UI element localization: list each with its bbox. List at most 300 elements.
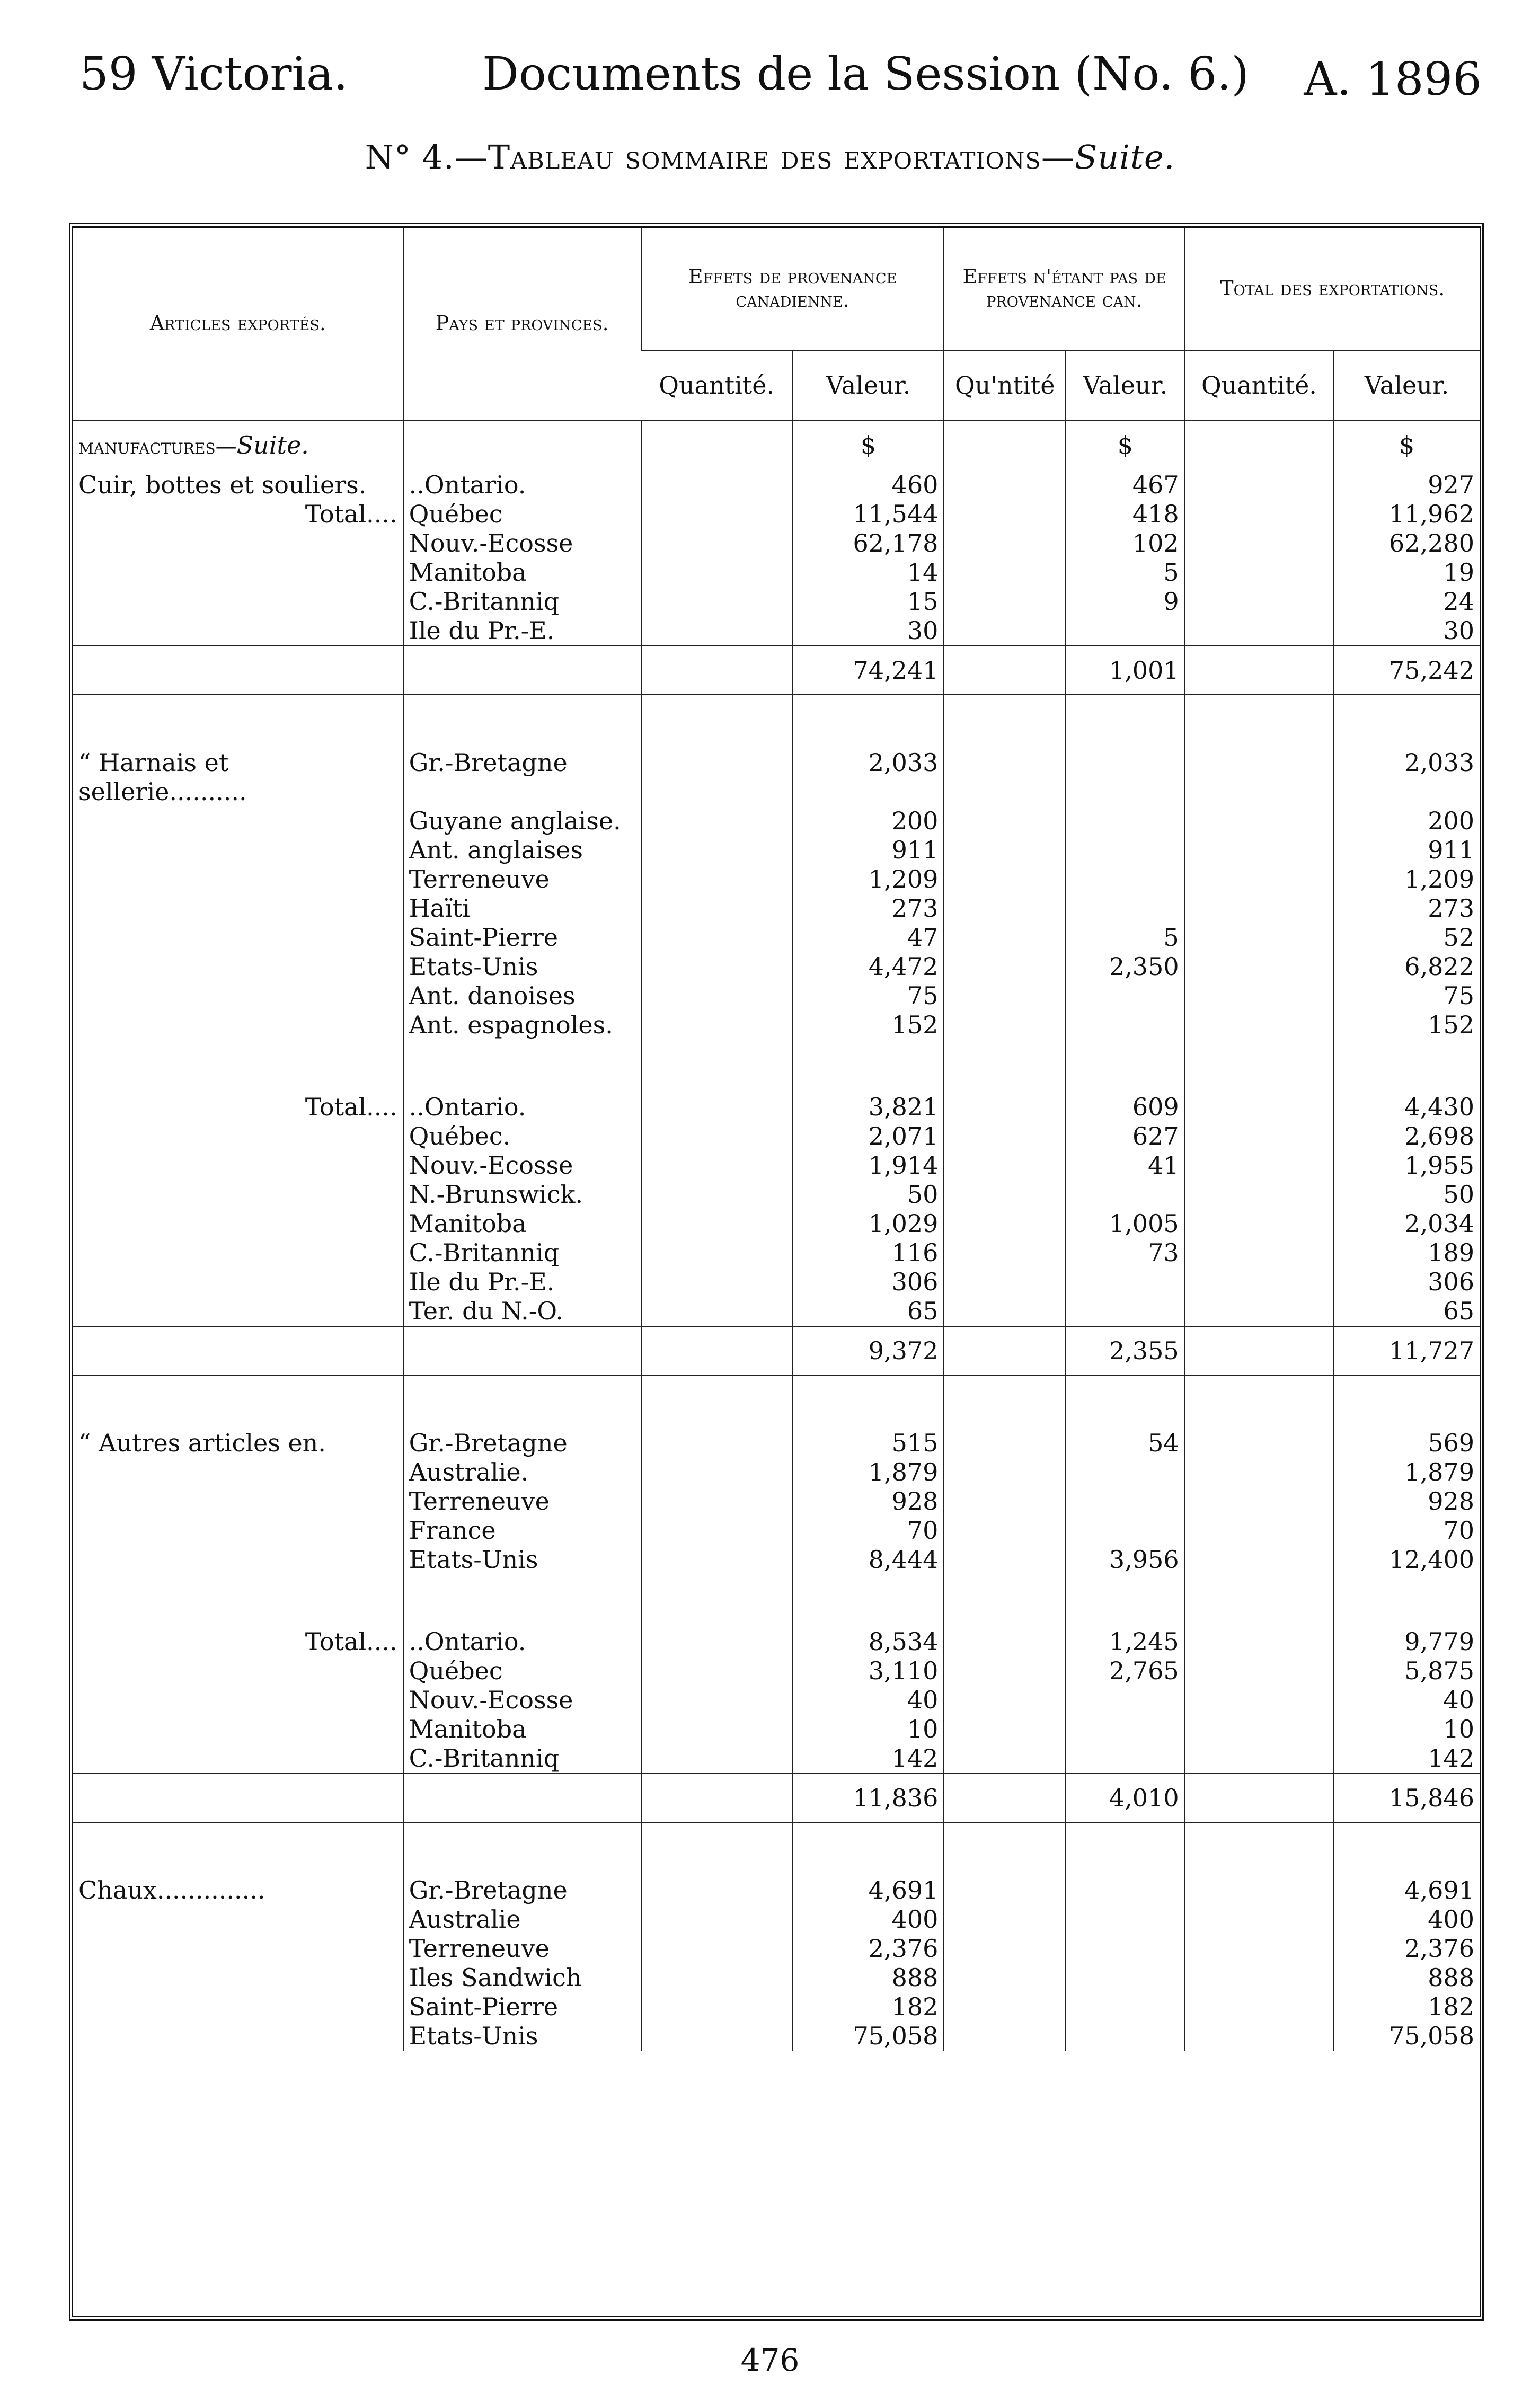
valeur-non-canadienne <box>1066 806 1185 836</box>
valeur-totale: 52 <box>1333 923 1480 952</box>
exports-table-frame <box>69 223 1484 2321</box>
quantite-cell <box>1185 1656 1334 1686</box>
article-label <box>73 1656 403 1686</box>
quantite-cell <box>944 894 1066 923</box>
valeur-canadienne: 4,472 <box>793 952 944 981</box>
sum-valeur-totale: 15,846 <box>1333 1774 1480 1822</box>
valeur-canadienne: 47 <box>793 923 944 952</box>
valeur-totale: 40 <box>1333 1686 1480 1715</box>
quantite-cell <box>641 1458 793 1487</box>
table-row <box>73 836 1480 865</box>
pays-cell: Québec <box>403 1656 641 1686</box>
quantite-cell <box>641 1429 793 1458</box>
table-row <box>73 1545 1480 1574</box>
quantite-cell <box>641 1011 793 1040</box>
quantite-cell <box>1185 500 1334 529</box>
valeur-canadienne: 3,821 <box>793 1093 944 1122</box>
quantite-cell <box>944 1268 1066 1297</box>
table-row <box>73 1686 1480 1715</box>
pays-cell: Terreneuve <box>403 1487 641 1516</box>
quantite-cell <box>944 529 1066 558</box>
quantite-cell <box>1185 1876 1334 1905</box>
quantite-cell <box>641 1238 793 1268</box>
valeur-non-canadienne: 5 <box>1066 558 1185 587</box>
valeur-non-canadienne <box>1066 748 1185 806</box>
quantite-cell <box>944 500 1066 529</box>
valeur-non-canadienne <box>1066 1011 1185 1040</box>
quantite-cell <box>641 616 793 646</box>
table-row <box>73 748 1480 806</box>
table-row <box>73 1429 1480 1458</box>
pays-cell: C.-Britanniq <box>403 587 641 616</box>
table-row <box>73 1905 1480 1934</box>
currency-symbol-2: $ <box>1066 421 1185 471</box>
article-label <box>73 1545 403 1574</box>
valeur-canadienne: 182 <box>793 1992 944 2022</box>
quantite-cell <box>1185 1238 1334 1268</box>
valeur-totale: 24 <box>1333 587 1480 616</box>
valeur-canadienne: 3,110 <box>793 1656 944 1686</box>
quantite-cell <box>944 1151 1066 1180</box>
pays-cell: C.-Britanniq <box>403 1238 641 1268</box>
valeur-non-canadienne <box>1066 1715 1185 1744</box>
quantite-cell <box>641 471 793 500</box>
pays-cell: Guyane anglaise. <box>403 806 641 836</box>
valeur-canadienne: 11,544 <box>793 500 944 529</box>
valeur-canadienne: 273 <box>793 894 944 923</box>
quantite-cell <box>944 1876 1066 1905</box>
valeur-canadienne: 928 <box>793 1487 944 1516</box>
quantite-cell <box>944 1011 1066 1040</box>
quantite-cell <box>1185 1297 1334 1326</box>
valeur-canadienne: 62,178 <box>793 529 944 558</box>
sum-valeur-non-canadienne: 1,001 <box>1066 646 1185 695</box>
quantite-cell <box>1185 529 1334 558</box>
valeur-non-canadienne <box>1066 894 1185 923</box>
quantite-cell <box>641 1545 793 1574</box>
pays-cell: Ant. danoises <box>403 981 641 1011</box>
quantite-cell <box>1185 1429 1334 1458</box>
article-label <box>73 923 403 952</box>
quantite-cell <box>944 1458 1066 1487</box>
quantite-cell <box>944 952 1066 981</box>
table-row <box>73 1268 1480 1297</box>
quantite-cell <box>1185 894 1334 923</box>
exports-table <box>73 228 1480 2051</box>
quantite-cell <box>1185 1268 1334 1297</box>
article-label <box>73 2022 403 2051</box>
valeur-totale: 927 <box>1333 471 1480 500</box>
pays-cell: Ile du Pr.-E. <box>403 616 641 646</box>
sum-valeur-non-canadienne: 4,010 <box>1066 1774 1185 1822</box>
pays-cell: Gr.-Bretagne <box>403 1876 641 1905</box>
pays-cell: Manitoba <box>403 1715 641 1744</box>
quantite-cell <box>944 2022 1066 2051</box>
section-header-row <box>73 421 1480 471</box>
pays-cell: Ile du Pr.-E. <box>403 1268 641 1297</box>
quantite-cell <box>1185 558 1334 587</box>
quantite-cell <box>1185 1627 1334 1656</box>
quantite-cell <box>1185 1209 1334 1238</box>
valeur-non-canadienne: 2,350 <box>1066 952 1185 981</box>
quantite-cell <box>641 587 793 616</box>
article-label <box>73 981 403 1011</box>
table-row <box>73 1093 1480 1122</box>
valeur-non-canadienne <box>1066 1905 1185 1934</box>
valeur-totale: 888 <box>1333 1963 1480 1992</box>
table-body <box>73 421 1480 2051</box>
table-row <box>73 952 1480 981</box>
quantite-cell <box>1185 1093 1334 1122</box>
valeur-canadienne: 116 <box>793 1238 944 1268</box>
sum-valeur-canadienne: 9,372 <box>793 1326 944 1375</box>
group-spacer <box>73 1574 1480 1627</box>
valeur-non-canadienne <box>1066 981 1185 1011</box>
quantite-cell <box>944 1487 1066 1516</box>
quantite-cell <box>1185 1122 1334 1151</box>
valeur-totale: 2,698 <box>1333 1122 1480 1151</box>
valeur-canadienne: 460 <box>793 471 944 500</box>
group-spacer <box>73 1375 1480 1429</box>
article-label <box>73 1516 403 1545</box>
quantite-cell <box>641 748 793 806</box>
valeur-canadienne: 400 <box>793 1905 944 1934</box>
valeur-non-canadienne <box>1066 836 1185 865</box>
quantite-cell <box>1185 865 1334 894</box>
quantite-cell <box>1185 806 1334 836</box>
table-title <box>0 138 1540 176</box>
table-row <box>73 1934 1480 1963</box>
valeur-totale: 273 <box>1333 894 1480 923</box>
valeur-canadienne: 2,033 <box>793 748 944 806</box>
quantite-cell <box>641 1656 793 1686</box>
valeur-totale: 10 <box>1333 1715 1480 1744</box>
quantite-cell <box>641 1297 793 1326</box>
table-row <box>73 1122 1480 1151</box>
valeur-totale: 4,430 <box>1333 1093 1480 1122</box>
table-row <box>73 529 1480 558</box>
quantite-cell <box>641 1093 793 1122</box>
col-valeur-3: Valeur. <box>1333 350 1480 421</box>
valeur-non-canadienne: 54 <box>1066 1429 1185 1458</box>
col-quantite-2: Qu'ntité <box>944 350 1066 421</box>
valeur-non-canadienne: 9 <box>1066 587 1185 616</box>
pays-cell: Manitoba <box>403 1209 641 1238</box>
table-row <box>73 1011 1480 1040</box>
valeur-non-canadienne <box>1066 1487 1185 1516</box>
valeur-totale: 11,962 <box>1333 500 1480 529</box>
table-title-text: Tableau sommaire des exportations— <box>488 138 1075 176</box>
valeur-canadienne: 1,914 <box>793 1151 944 1180</box>
valeur-totale: 1,879 <box>1333 1458 1480 1487</box>
quantite-cell <box>641 836 793 865</box>
valeur-canadienne: 1,029 <box>793 1209 944 1238</box>
quantite-cell <box>641 558 793 587</box>
pays-cell: ..Ontario. <box>403 471 641 500</box>
valeur-non-canadienne: 5 <box>1066 923 1185 952</box>
valeur-totale: 1,209 <box>1333 865 1480 894</box>
article-label <box>73 1122 403 1151</box>
valeur-totale: 2,033 <box>1333 748 1480 806</box>
pays-cell: Nouv.-Ecosse <box>403 1151 641 1180</box>
valeur-non-canadienne <box>1066 1934 1185 1963</box>
valeur-totale: 19 <box>1333 558 1480 587</box>
valeur-totale: 4,691 <box>1333 1876 1480 1905</box>
table-row <box>73 923 1480 952</box>
article-label <box>73 1297 403 1326</box>
article-label <box>73 1963 403 1992</box>
quantite-cell <box>1185 981 1334 1011</box>
valeur-non-canadienne: 467 <box>1066 471 1185 500</box>
valeur-canadienne: 306 <box>793 1268 944 1297</box>
article-label <box>73 1992 403 2022</box>
currency-symbol-3: $ <box>1333 421 1480 471</box>
valeur-totale: 911 <box>1333 836 1480 865</box>
pays-cell: Haïti <box>403 894 641 923</box>
table-row <box>73 471 1480 500</box>
pays-cell: Etats-Unis <box>403 1545 641 1574</box>
valeur-totale: 928 <box>1333 1487 1480 1516</box>
article-label <box>73 894 403 923</box>
quantite-cell <box>1185 1934 1334 1963</box>
quantite-cell <box>944 616 1066 646</box>
pays-cell: Iles Sandwich <box>403 1963 641 1992</box>
valeur-canadienne: 911 <box>793 836 944 865</box>
valeur-totale: 152 <box>1333 1011 1480 1040</box>
quantite-cell <box>1185 1180 1334 1209</box>
quantite-cell <box>944 558 1066 587</box>
group-spacer <box>73 1822 1480 1876</box>
quantite-cell <box>641 1122 793 1151</box>
page-header <box>79 48 1482 111</box>
quantite-cell <box>944 587 1066 616</box>
quantite-cell <box>944 923 1066 952</box>
quantite-cell <box>944 1963 1066 1992</box>
quantite-cell <box>641 981 793 1011</box>
valeur-non-canadienne <box>1066 2022 1185 2051</box>
pays-cell: Ter. du N.-O. <box>403 1297 641 1326</box>
quantite-cell <box>1185 2022 1334 2051</box>
session-year: 59 Victoria. <box>79 48 348 101</box>
valeur-non-canadienne: 1,005 <box>1066 1209 1185 1238</box>
valeur-non-canadienne <box>1066 1268 1185 1297</box>
quantite-cell <box>944 1297 1066 1326</box>
article-label <box>73 1715 403 1744</box>
quantite-cell <box>1185 952 1334 981</box>
quantite-cell <box>1185 748 1334 806</box>
quantite-cell <box>641 894 793 923</box>
quantite-cell <box>1185 1744 1334 1774</box>
article-label <box>73 616 403 646</box>
valeur-canadienne: 142 <box>793 1744 944 1774</box>
article-label <box>73 1268 403 1297</box>
quantite-cell <box>944 1905 1066 1934</box>
valeur-canadienne: 8,444 <box>793 1545 944 1574</box>
table-row <box>73 1209 1480 1238</box>
pays-cell: Québec <box>403 500 641 529</box>
document-title: Documents de la Session (No. 6.) <box>482 48 1249 101</box>
table-row <box>73 1151 1480 1180</box>
pays-cell: Ant. anglaises <box>403 836 641 865</box>
article-label: “ Harnais et sellerie.......... <box>78 748 247 806</box>
quantite-cell <box>641 865 793 894</box>
valeur-non-canadienne <box>1066 1744 1185 1774</box>
valeur-non-canadienne <box>1066 1516 1185 1545</box>
col-group-canadienne: Effets de provenance canadienne. <box>641 228 944 350</box>
quantite-cell <box>944 1744 1066 1774</box>
quantite-cell <box>1185 1487 1334 1516</box>
pays-cell: N.-Brunswick. <box>403 1180 641 1209</box>
quantite-cell <box>944 1093 1066 1122</box>
article-label: Chaux.............. <box>78 1876 265 1904</box>
article-label <box>73 1744 403 1774</box>
valeur-totale: 65 <box>1333 1297 1480 1326</box>
quantite-cell <box>1185 1715 1334 1744</box>
table-title-suffix: Suite. <box>1074 138 1175 176</box>
pays-cell: Nouv.-Ecosse <box>403 1686 641 1715</box>
quantite-cell <box>641 952 793 981</box>
col-group-total: Total des exportations. <box>1185 228 1480 350</box>
valeur-totale: 189 <box>1333 1238 1480 1268</box>
valeur-canadienne: 200 <box>793 806 944 836</box>
quantite-cell <box>641 1268 793 1297</box>
quantite-cell <box>1185 1905 1334 1934</box>
sum-valeur-totale: 11,727 <box>1333 1326 1480 1375</box>
article-label: Total.... <box>305 1627 397 1656</box>
quantite-cell <box>641 1627 793 1656</box>
table-row <box>73 1297 1480 1326</box>
quantite-cell <box>944 1545 1066 1574</box>
sum-row <box>73 1774 1480 1822</box>
pays-cell: Gr.-Bretagne <box>403 748 641 806</box>
article-label <box>73 1209 403 1238</box>
quantite-cell <box>641 1905 793 1934</box>
quantite-cell <box>641 806 793 836</box>
valeur-non-canadienne: 41 <box>1066 1151 1185 1180</box>
valeur-canadienne: 40 <box>793 1686 944 1715</box>
pays-cell: Etats-Unis <box>403 952 641 981</box>
valeur-totale: 6,822 <box>1333 952 1480 981</box>
article-label: Total.... <box>305 1093 397 1121</box>
table-row <box>73 587 1480 616</box>
col-quantite-3: Quantité. <box>1185 350 1334 421</box>
quantite-cell <box>641 1744 793 1774</box>
article-label <box>73 587 403 616</box>
valeur-totale: 200 <box>1333 806 1480 836</box>
quantite-cell <box>1185 1458 1334 1487</box>
table-row <box>73 616 1480 646</box>
currency-symbol-1: $ <box>793 421 944 471</box>
valeur-totale: 2,034 <box>1333 1209 1480 1238</box>
valeur-canadienne: 65 <box>793 1297 944 1326</box>
section-name: manufactures—Suite. <box>78 431 309 459</box>
pays-cell: Nouv.-Ecosse <box>403 529 641 558</box>
valeur-canadienne: 2,376 <box>793 1934 944 1963</box>
valeur-canadienne: 1,879 <box>793 1458 944 1487</box>
table-row <box>73 1458 1480 1487</box>
table-number: N° 4.— <box>365 138 488 176</box>
article-label: “ Autres articles en. <box>78 1429 326 1457</box>
pays-cell: Etats-Unis <box>403 2022 641 2051</box>
quantite-cell <box>944 1686 1066 1715</box>
valeur-totale: 9,779 <box>1333 1627 1480 1656</box>
pays-cell: Australie <box>403 1905 641 1934</box>
quantite-cell <box>944 1209 1066 1238</box>
col-pays: Pays et provinces. <box>403 228 641 421</box>
pays-cell: Ant. espagnoles. <box>403 1011 641 1040</box>
table-row <box>73 1963 1480 1992</box>
article-label <box>73 1487 403 1516</box>
col-group-non-canadienne: Effets n'étant pas de provenance can. <box>944 228 1184 350</box>
pays-cell: ..Ontario. <box>403 1627 641 1656</box>
valeur-totale: 2,376 <box>1333 1934 1480 1963</box>
valeur-canadienne: 888 <box>793 1963 944 1992</box>
quantite-cell <box>641 923 793 952</box>
quantite-cell <box>944 806 1066 836</box>
sum-row <box>73 646 1480 695</box>
page-number: 476 <box>740 2342 800 2378</box>
valeur-totale: 12,400 <box>1333 1545 1480 1574</box>
quantite-cell <box>944 1180 1066 1209</box>
pays-cell: ..Ontario. <box>403 1093 641 1122</box>
quantite-cell <box>944 1715 1066 1744</box>
quantite-cell <box>641 1487 793 1516</box>
quantite-cell <box>641 1876 793 1905</box>
col-quantite-1: Quantité. <box>641 350 793 421</box>
col-valeur-2: Valeur. <box>1066 350 1185 421</box>
table-row <box>73 1627 1480 1656</box>
article-label <box>73 1934 403 1963</box>
quantite-cell <box>641 1516 793 1545</box>
pays-cell: France <box>403 1516 641 1545</box>
quantite-cell <box>1185 1516 1334 1545</box>
quantite-cell <box>1185 471 1334 500</box>
article-label <box>73 952 403 981</box>
valeur-non-canadienne: 73 <box>1066 1238 1185 1268</box>
quantite-cell <box>641 1686 793 1715</box>
valeur-canadienne: 515 <box>793 1429 944 1458</box>
valeur-non-canadienne <box>1066 1297 1185 1326</box>
valeur-non-canadienne <box>1066 1458 1185 1487</box>
valeur-canadienne: 1,209 <box>793 865 944 894</box>
valeur-totale: 30 <box>1333 616 1480 646</box>
valeur-totale: 75 <box>1333 981 1480 1011</box>
quantite-cell <box>944 1516 1066 1545</box>
table-row <box>73 1744 1480 1774</box>
quantite-cell <box>1185 836 1334 865</box>
article-label <box>73 1238 403 1268</box>
pays-cell: Terreneuve <box>403 1934 641 1963</box>
table-row <box>73 1876 1480 1905</box>
pays-cell: Saint-Pierre <box>403 1992 641 2022</box>
valeur-non-canadienne <box>1066 1180 1185 1209</box>
quantite-cell <box>1185 616 1334 646</box>
quantite-cell <box>641 1963 793 1992</box>
quantite-cell <box>1185 1963 1334 1992</box>
article-label <box>73 865 403 894</box>
article-label <box>73 836 403 865</box>
article-label <box>73 1686 403 1715</box>
valeur-non-canadienne: 102 <box>1066 529 1185 558</box>
table-row <box>73 1516 1480 1545</box>
quantite-cell <box>944 1627 1066 1656</box>
valeur-canadienne: 14 <box>793 558 944 587</box>
quantite-cell <box>944 836 1066 865</box>
article-label: Total.... <box>305 500 397 528</box>
table-row <box>73 558 1480 587</box>
quantite-cell <box>944 471 1066 500</box>
valeur-non-canadienne: 1,245 <box>1066 1627 1185 1656</box>
